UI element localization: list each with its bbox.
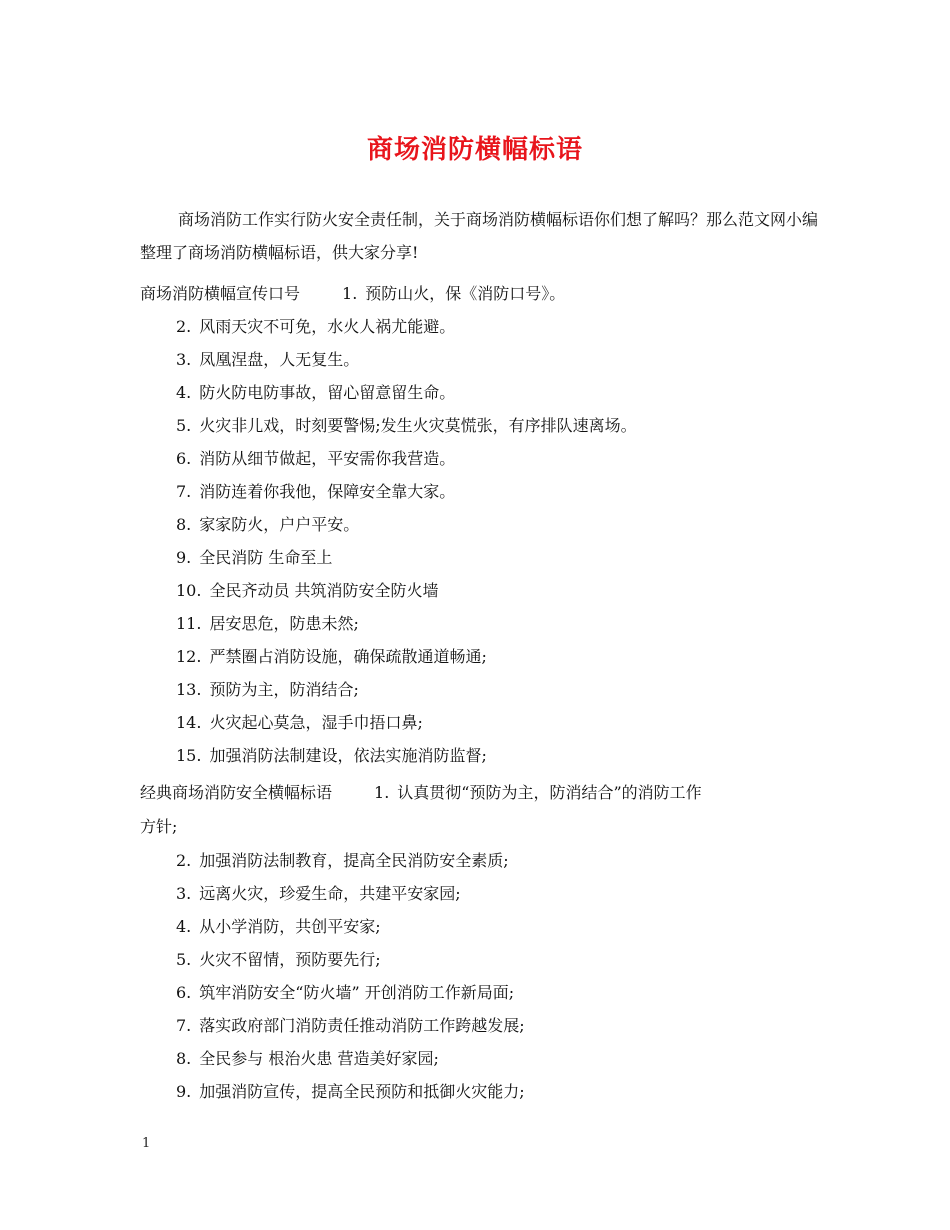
list-item-number: 5. [176, 416, 192, 435]
list-item-text: 家家防火，户户平安。 [199, 515, 360, 534]
list-item-number: 6. [176, 983, 192, 1002]
list-item-text: 加强消防宣传，提高全民预防和抵御火灾能力; [199, 1082, 525, 1101]
list-item-text: 居安思危，防患未然; [209, 614, 359, 633]
list-item-text: 风雨天灾不可免，水火人祸尤能避。 [199, 317, 456, 336]
list-item [176, 415, 866, 437]
list-item-text: 防火防电防事故，留心留意留生命。 [199, 383, 456, 402]
list-item-number: 1. [374, 783, 390, 802]
list-item [176, 1015, 866, 1037]
list-item-number: 7. [176, 482, 192, 501]
list-item [176, 448, 866, 470]
list-item-text: 严禁圈占消防设施，确保疏散通道畅通; [209, 647, 487, 666]
list-item-number: 3. [176, 884, 192, 903]
list-item-number: 9. [176, 1082, 192, 1101]
list-item-text: 预防山火，保《消防口号》。 [365, 284, 566, 303]
intro-paragraph: 商场消防工作实行防火安全责任制，关于商场消防横幅标语你们想了解吗？那么范文网小编整理了商场消防横幅标语，供大家分享! [140, 210, 819, 262]
list-item-number: 4. [176, 917, 192, 936]
list-item-text: 全民消防 生命至上 [199, 548, 333, 567]
list-item [176, 316, 866, 338]
list-item [176, 349, 866, 371]
list-item-number: 2. [176, 317, 192, 336]
list-item [176, 712, 866, 734]
list-item-number: 10. [176, 581, 202, 600]
list-item-number: 1. [342, 284, 358, 303]
list-item-number: 5. [176, 950, 192, 969]
list-item-continuation: 方针; [140, 817, 178, 836]
list-item [176, 580, 866, 602]
list-item-number: 11. [176, 614, 202, 633]
list-item-text: 筑牢消防安全“防火墙” 开创消防工作新局面; [199, 983, 515, 1002]
list-item [176, 883, 866, 905]
list-item-text: 加强消防法制教育，提高全民消防安全素质; [199, 851, 509, 870]
list-item [176, 514, 866, 536]
list-item-text: 火灾非儿戏，时刻要警惕;发生火灾莫慌张，有序排队速离场。 [199, 416, 637, 435]
list-item-number: 13. [176, 680, 202, 699]
list-item-text: 火灾不留情，预防要先行; [199, 950, 381, 969]
list-item-text: 落实政府部门消防责任推动消防工作跨越发展; [199, 1016, 525, 1035]
list-item [176, 850, 866, 872]
list-item [176, 949, 866, 971]
list-item-text: 全民齐动员 共筑消防安全防火墙 [209, 581, 439, 600]
document-title: 商场消防横幅标语 [366, 135, 583, 165]
section2-heading-line [140, 782, 830, 804]
list-item [176, 745, 866, 767]
list-item-text: 认真贯彻“预防为主，防消结合”的消防工作 [397, 783, 702, 802]
list-item [176, 1081, 866, 1103]
list-item-number: 8. [176, 1049, 192, 1068]
list-item [176, 646, 866, 668]
list-item [176, 481, 866, 503]
list-item [176, 916, 866, 938]
list-item [176, 982, 866, 1004]
list-item-number: 14. [176, 713, 202, 732]
section1-heading-line [140, 283, 830, 305]
section2-heading: 经典商场消防安全横幅标语 [140, 783, 333, 802]
list-item-number: 2. [176, 851, 192, 870]
list-item-text: 消防连着你我他，保障安全靠大家。 [199, 482, 456, 501]
list-item-number: 4. [176, 383, 192, 402]
list-item [176, 679, 866, 701]
list-item [176, 1048, 866, 1070]
page-number: 1 [142, 1136, 151, 1151]
list-item-number: 9. [176, 548, 192, 567]
list-item-number: 6. [176, 449, 192, 468]
list-item-number: 15. [176, 746, 202, 765]
list-item-text: 凤凰涅盘，人无复生。 [199, 350, 360, 369]
list-item-text: 火灾起心莫急，湿手巾捂口鼻; [209, 713, 423, 732]
section1-heading: 商场消防横幅宣传口号 [140, 284, 301, 303]
list-item-text: 全民参与 根治火患 营造美好家园; [199, 1049, 439, 1068]
list-item-text: 加强消防法制建设，依法实施消防监督; [209, 746, 487, 765]
list-item-number: 12. [176, 647, 202, 666]
list-item-number: 7. [176, 1016, 192, 1035]
list-item-text: 预防为主，防消结合; [209, 680, 359, 699]
list-item-text: 远离火灾，珍爱生命，共建平安家园; [199, 884, 461, 903]
list-item-text: 消防从细节做起，平安需你我营造。 [199, 449, 456, 468]
list-item [176, 547, 866, 569]
list-item-number: 3. [176, 350, 192, 369]
list-item-number: 8. [176, 515, 192, 534]
list-item-text: 从小学消防，共创平安家; [199, 917, 381, 936]
list-item [176, 613, 866, 635]
list-item [176, 382, 866, 404]
